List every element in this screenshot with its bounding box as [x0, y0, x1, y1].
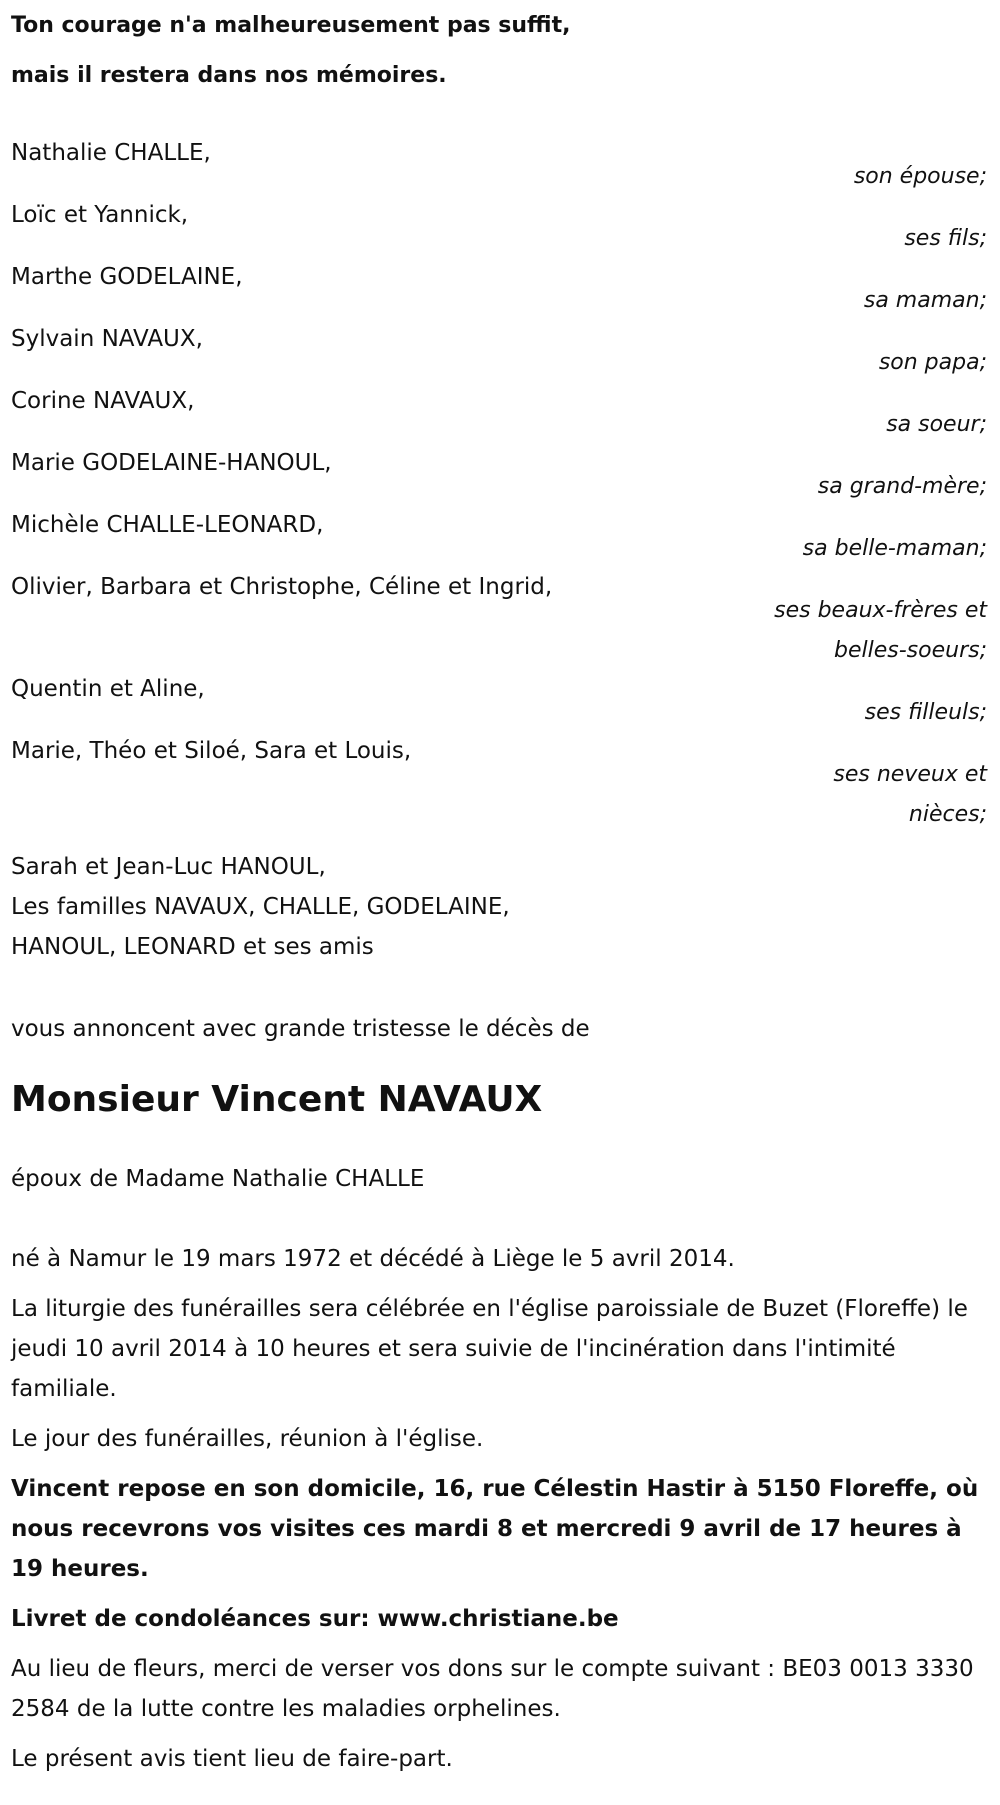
family-entry	[11, 445, 989, 507]
family-relation: sa grand-mère;	[817, 474, 987, 499]
family-relation	[11, 591, 989, 671]
family-relation-line-2: nièces;	[908, 802, 987, 827]
intro-line-2: mais il restera dans nos mémoires.	[11, 63, 447, 88]
family-relation-line-1: ses beaux-frères et	[774, 598, 987, 623]
family-member-name: Loïc et Yannick,	[11, 202, 189, 228]
family-entry	[11, 733, 989, 835]
family-member-name: Nathalie CHALLE,	[11, 140, 211, 166]
closing-family-list	[11, 847, 991, 967]
family-member-name: Michèle CHALLE-LEONARD,	[11, 512, 324, 538]
family-entry	[11, 135, 989, 197]
family-member-name: Marthe GODELAINE,	[11, 264, 243, 290]
family-entry	[11, 671, 989, 733]
family-entry	[11, 507, 989, 569]
family-entry	[11, 569, 989, 671]
deceased-name: Monsieur Vincent NAVAUX	[11, 1079, 543, 1120]
family-relation: son papa;	[878, 350, 987, 375]
family-relation: sa belle-maman;	[802, 536, 987, 561]
birth-death-paragraph: né à Namur le 19 mars 1972 et décédé à Liège le 5 avril 2014.	[11, 1246, 735, 1272]
announcement-text: vous annoncent avec grande tristesse le décès de	[11, 1016, 590, 1042]
closing-line-3: HANOUL, LEONARD et ses amis	[11, 934, 374, 960]
obituary-notice	[11, 0, 991, 1779]
family-member-name: Marie, Théo et Siloé, Sara et Louis,	[11, 738, 412, 764]
visits-paragraph: Vincent repose en son domicile, 16, rue Célestin Hastir à 5150 Floreffe, où nous recevrons vos visites ces mardi 8 et mercredi 9 avril de 17 heures à 19 heures.	[11, 1476, 979, 1582]
notice-paragraph: Le présent avis tient lieu de faire-part.	[11, 1746, 453, 1772]
intro-line-1: Ton courage n'a malheureusement pas suffit,	[11, 13, 571, 38]
family-relation-line-2: belles-soeurs;	[834, 638, 987, 663]
family-member-name: Corine NAVAUX,	[11, 388, 195, 414]
family-member-name: Olivier, Barbara et Christophe, Céline et Ingrid,	[11, 574, 553, 600]
family-relation: ses filleuls;	[864, 700, 987, 725]
donations-paragraph: Au lieu de fleurs, merci de verser vos dons sur le compte suivant : BE03 0013 3330 2584 de la lutte contre les maladies orphelines.	[11, 1656, 974, 1722]
liturgy-paragraph: La liturgie des funérailles sera célébrée en l'église paroissiale de Buzet (Floreffe) le jeudi 10 avril 2014 à 10 heures et sera suivie de l'incinération dans l'intimité familiale.	[11, 1296, 968, 1402]
spouse-line: époux de Madame Nathalie CHALLE	[11, 1166, 425, 1192]
condolences-paragraph: Livret de condoléances sur: www.christiane.be	[11, 1606, 619, 1632]
family-member-name: Quentin et Aline,	[11, 676, 205, 702]
family-relation: ses fils;	[904, 226, 987, 251]
family-entry	[11, 321, 989, 383]
closing-line-2: Les familles NAVAUX, CHALLE, GODELAINE,	[11, 894, 510, 920]
family-entry	[11, 197, 989, 259]
family-relation: son épouse;	[853, 164, 987, 189]
meeting-paragraph: Le jour des funérailles, réunion à l'église.	[11, 1426, 484, 1452]
family-relation: sa soeur;	[886, 412, 987, 437]
family-entry	[11, 259, 989, 321]
intro-quote	[11, 0, 991, 101]
family-list	[11, 135, 989, 835]
family-relation-line-1: ses neveux et	[833, 762, 987, 787]
family-entry	[11, 383, 989, 445]
family-member-name: Sylvain NAVAUX,	[11, 326, 203, 352]
family-relation	[11, 755, 989, 835]
closing-line-1: Sarah et Jean-Luc HANOUL,	[11, 854, 326, 880]
family-relation: sa maman;	[863, 288, 987, 313]
family-member-name: Marie GODELAINE-HANOUL,	[11, 450, 332, 476]
